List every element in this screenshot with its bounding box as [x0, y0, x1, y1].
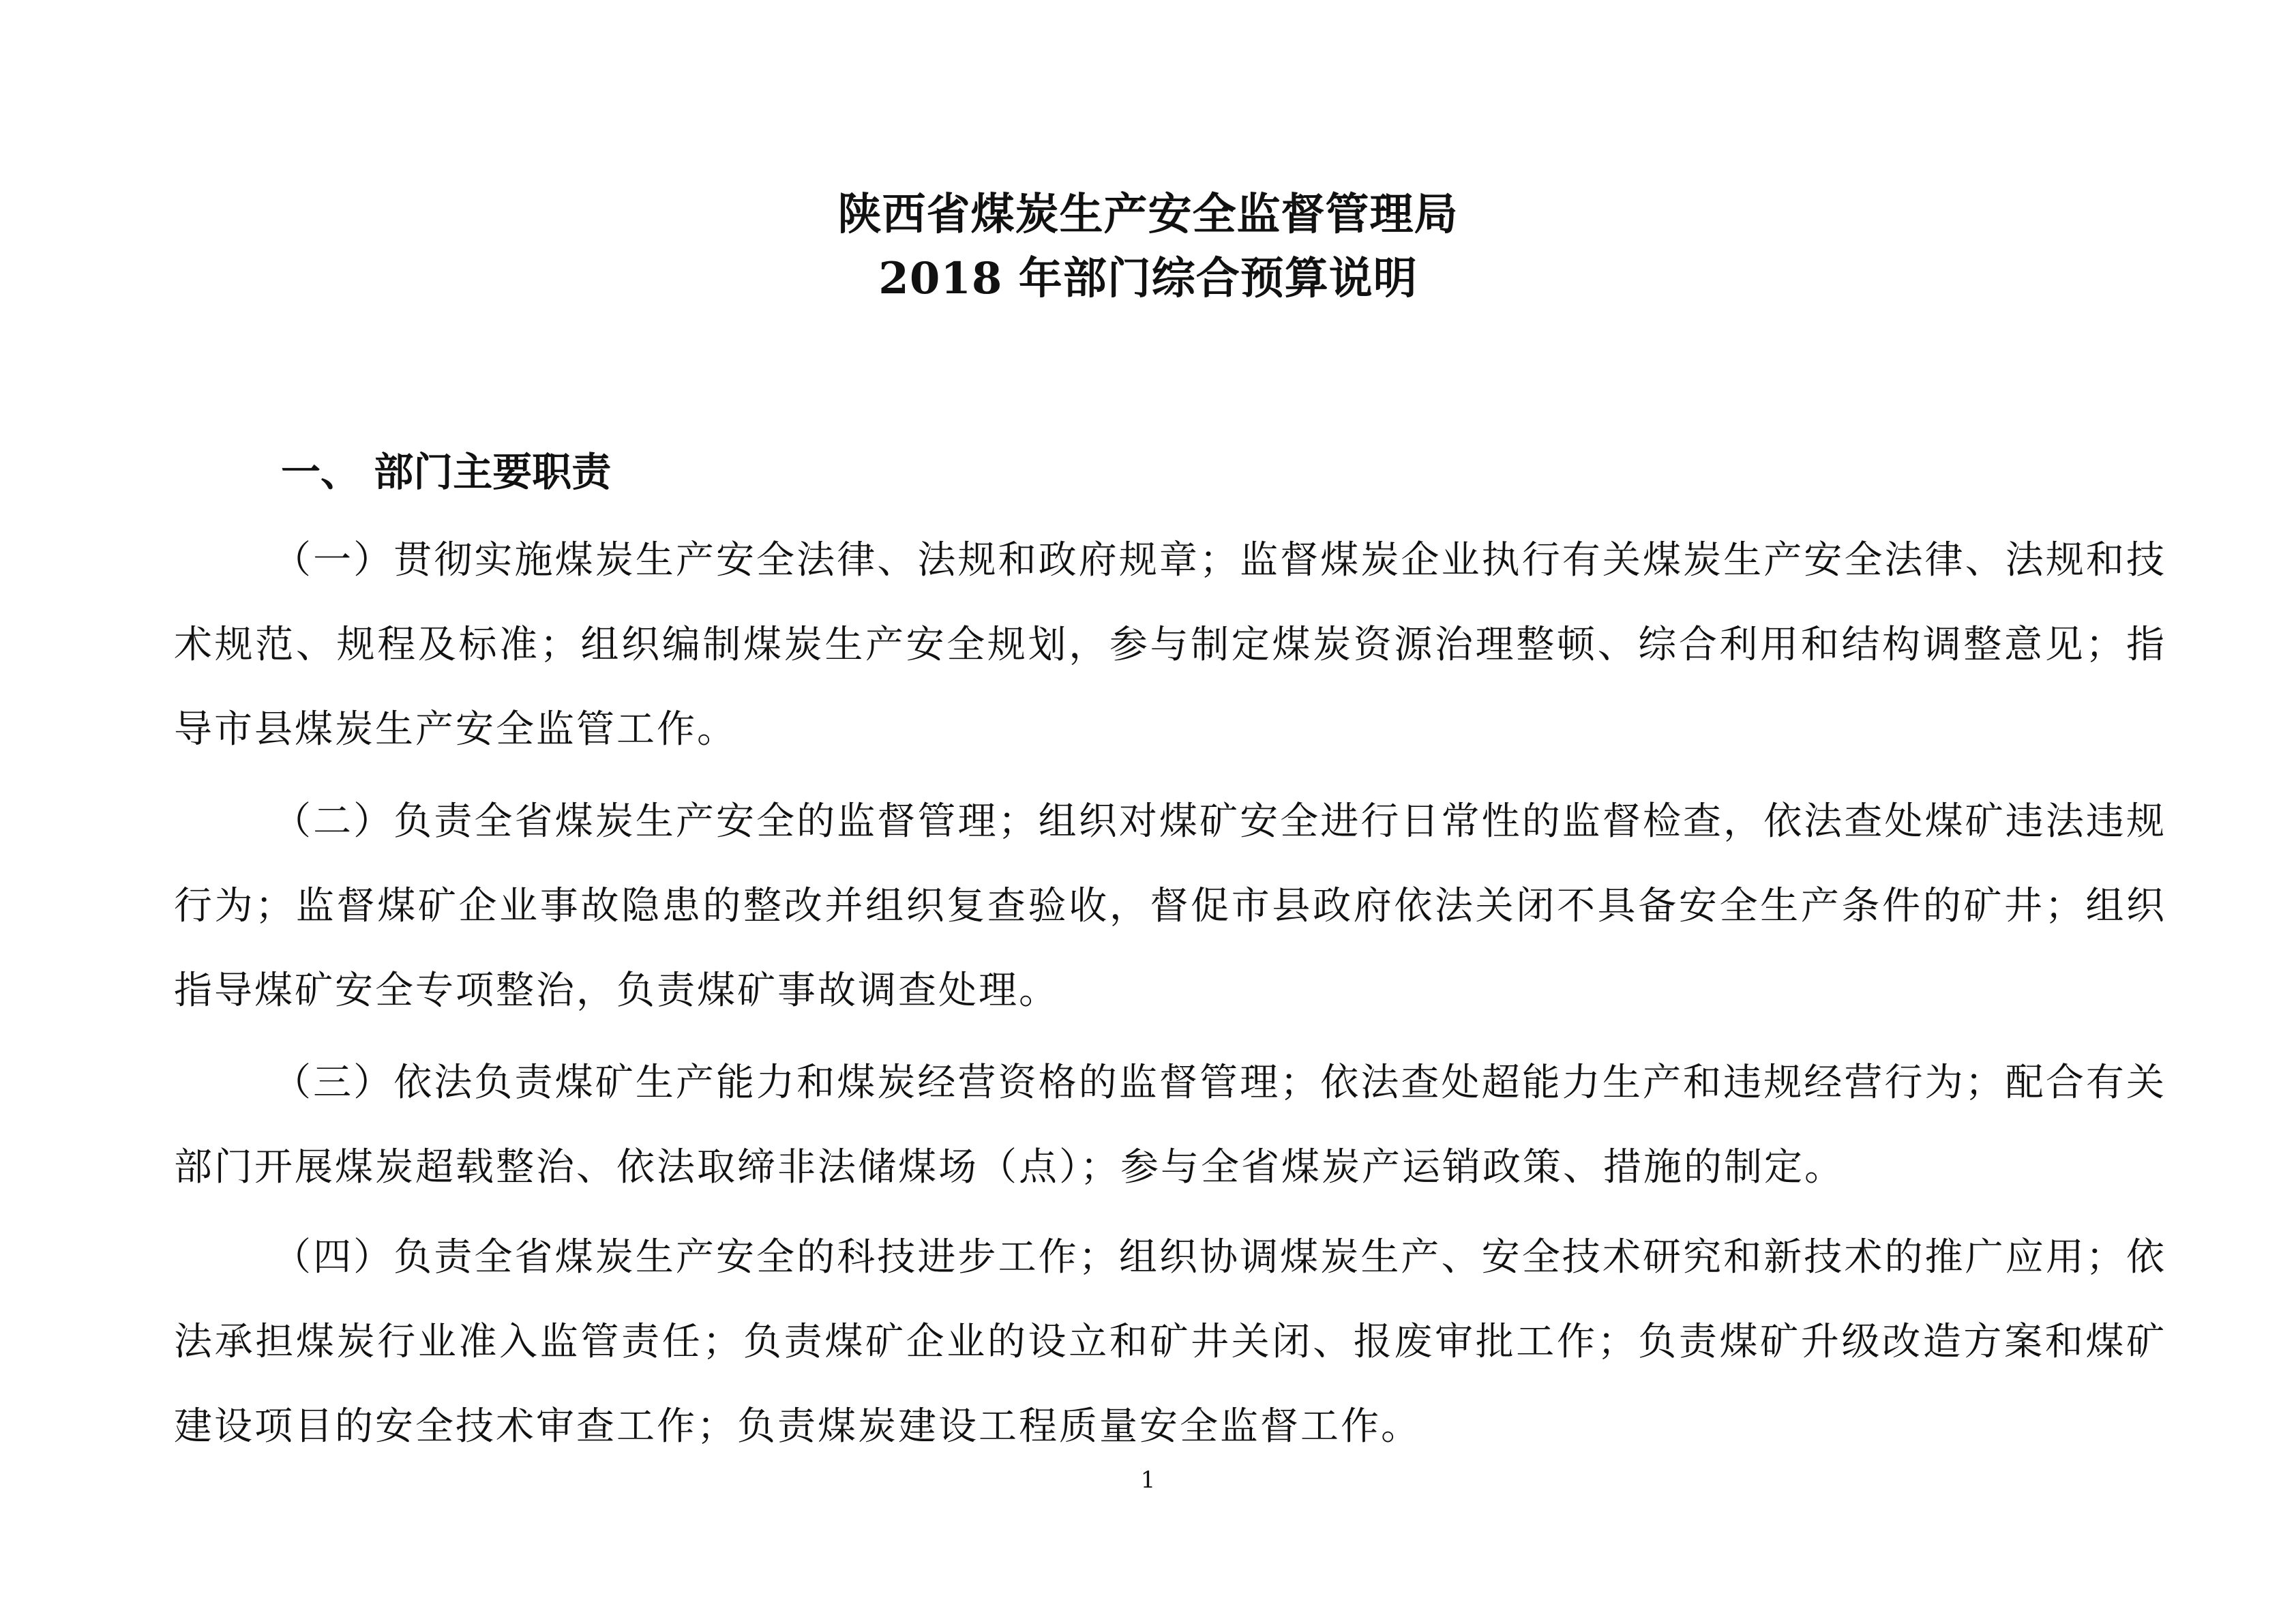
- page-number: 1: [1140, 1466, 1156, 1494]
- paragraph-duty-2: [174, 780, 2166, 1033]
- paragraph-duty-3: [174, 1041, 2166, 1210]
- section-heading: 一、 部门主要职责: [281, 449, 612, 495]
- paragraph-text: （一）贯彻实施煤炭生产安全法律、法规和政府规章；监督煤炭企业执行有关煤炭生产安全法律、法规和技术规范、规程及标准；组织编制煤炭生产安全规划，参与制定煤炭资源治理整顿、综合利用和结构调整意见；指导市县煤炭生产安全监管工作。: [174, 538, 2166, 752]
- document-title: [0, 183, 2296, 311]
- title-line-agency: 陕西省煤炭生产安全监督管理局: [837, 189, 1459, 240]
- title-line-budget: 2018 年部门综合预算说明: [878, 253, 1418, 304]
- paragraph-text: （三）依法负责煤矿生产能力和煤炭经营资格的监督管理；依法查处超能力生产和违规经营行为；配合有关部门开展煤炭超载整治、依法取缔非法储煤场（点）；参与全省煤炭产运销政策、措施的制定。: [174, 1061, 2166, 1190]
- paragraph-duty-1: [174, 518, 2166, 772]
- paragraph-text: （二）负责全省煤炭生产安全的监督管理；组织对煤矿安全进行日常性的监督检查，依法查处煤矿违法违规行为；监督煤矿企业事故隐患的整改并组织复查验收，督促市县政府依法关闭不具备安全生产条件的矿井；组织指导煤矿安全专项整治，负责煤矿事故调查处理。: [174, 799, 2166, 1013]
- paragraph-text: （四）负责全省煤炭生产安全的科技进步工作；组织协调煤炭生产、安全技术研究和新技术的推广应用；依法承担煤炭行业准入监管责任；负责煤矿企业的设立和矿井关闭、报废审批工作；负责煤矿升级改造方案和煤矿建设项目的安全技术审查工作；负责煤炭建设工程质量安全监督工作。: [174, 1235, 2166, 1449]
- paragraph-duty-4: [174, 1215, 2166, 1469]
